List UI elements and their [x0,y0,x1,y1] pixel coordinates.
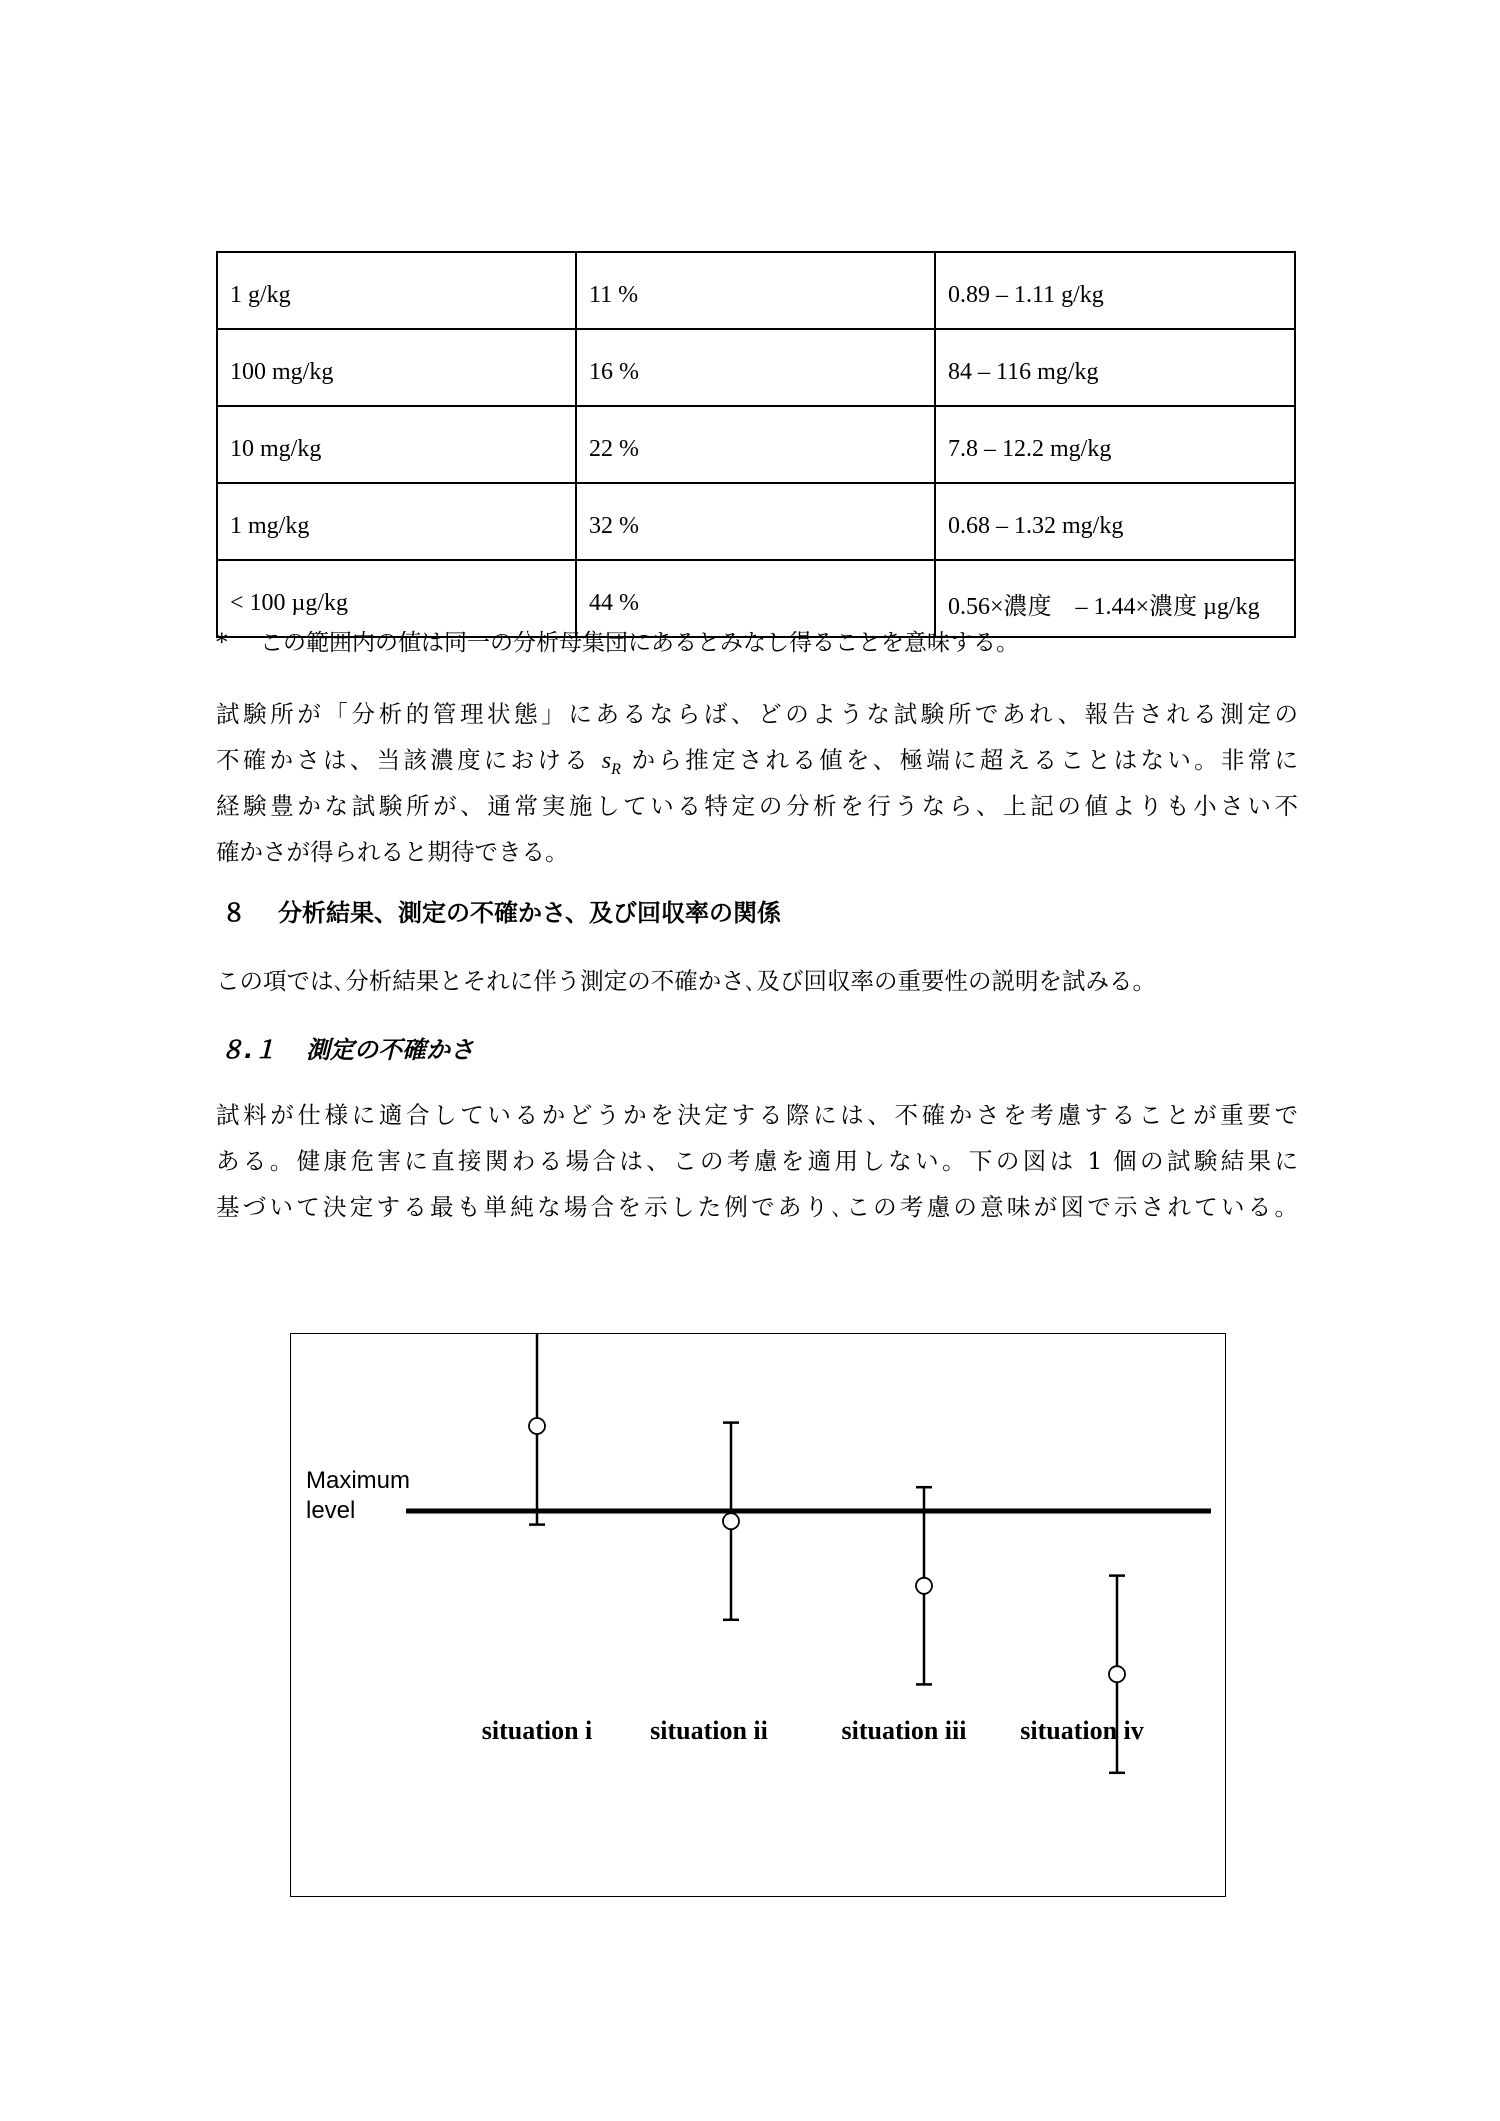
section-title: 測定の不確かさ [306,1036,474,1064]
table-cell: 16 % [576,329,935,406]
table-row [217,483,1295,560]
concentration-table [216,251,1296,638]
table-cell: 0.68 – 1.32 mg/kg [935,483,1295,560]
paragraph-uncertainty [216,1092,1298,1230]
uncertainty-diagram [291,1334,1227,1898]
table-cell: 0.89 – 1.11 g/kg [935,252,1295,329]
table-cell: 10 mg/kg [217,406,576,483]
table-cell: 84 – 116 mg/kg [935,329,1295,406]
section-number: ８.１ [220,1036,278,1064]
paragraph-line: 試験所が「分析的管理状態」にあるならば、どのような試験所であれ、報告される測定の [216,700,1298,728]
paragraph-line: 基づいて決定する最も単純な場合を示した例であり､この考慮の意味が図で示されている。 [216,1193,1298,1221]
table-row [217,329,1295,406]
table-cell: < 100 µg/kg [217,560,576,637]
situation-label: situation i [481,1716,593,1745]
footnote-text: この範囲内の値は同一の分析母集団にあるとみなし得ることを意味する。 [260,630,1019,656]
table-row [217,406,1295,483]
table-cell: 7.8 – 12.2 mg/kg [935,406,1295,483]
table-cell: 100 mg/kg [217,329,576,406]
footnote-marker: * [216,630,228,656]
table-cell: 11 % [576,252,935,329]
table-cell: 1 g/kg [217,252,576,329]
table-cell: 0.56×濃度 – 1.44×濃度 µg/kg [935,560,1295,637]
table-cell: 1 mg/kg [217,483,576,560]
paragraph-line: 経験豊かな試験所が、通常実施している特定の分析を行うなら、上記の値よりも小さい不 [216,792,1298,820]
section-8-heading [216,893,781,928]
paragraph-line: ある。健康危害に直接関わる場合は、この考慮を適用しない。下の図は 1 個の試験結果に [216,1147,1298,1175]
situation-label: situation iv [1020,1716,1144,1745]
result-point [723,1513,739,1529]
section-title: 分析結果、測定の不確かさ、及び回収率の関係 [278,899,782,927]
situation-label: situation ii [650,1716,768,1745]
footnote [216,624,1019,657]
result-point [916,1578,932,1594]
paragraph-line: 確かさが得られると期待できる。 [216,838,569,866]
maximum-level-label: Maximum [306,1467,411,1494]
result-point [529,1418,545,1434]
situation-label: situation iii [841,1716,967,1745]
paragraph-lab-control [216,691,1298,875]
sr-symbol: $s_R$ [601,748,621,778]
paragraph-line: 不確かさは、当該濃度における $s_R$ から推定される値を、極端に超えることはない。非常に [216,746,1298,778]
paragraph-intro [216,958,1298,1004]
paragraph-line: 試料が仕様に適合しているかどうかを決定する際には、不確かさを考慮することが重要で [216,1101,1298,1129]
table-cell: 22 % [576,406,935,483]
section-number: ８ [222,899,246,927]
table-cell: 44 % [576,560,935,637]
uncertainty-figure [290,1333,1226,1897]
table-row [217,252,1295,329]
table-cell: 32 % [576,483,935,560]
result-point [1109,1666,1125,1682]
section-8-1-heading [220,1030,474,1065]
paragraph-line: この項では､分析結果とそれに伴う測定の不確かさ､及び回収率の重要性の説明を試みる。 [216,967,1156,995]
maximum-level-label: level [306,1497,356,1524]
